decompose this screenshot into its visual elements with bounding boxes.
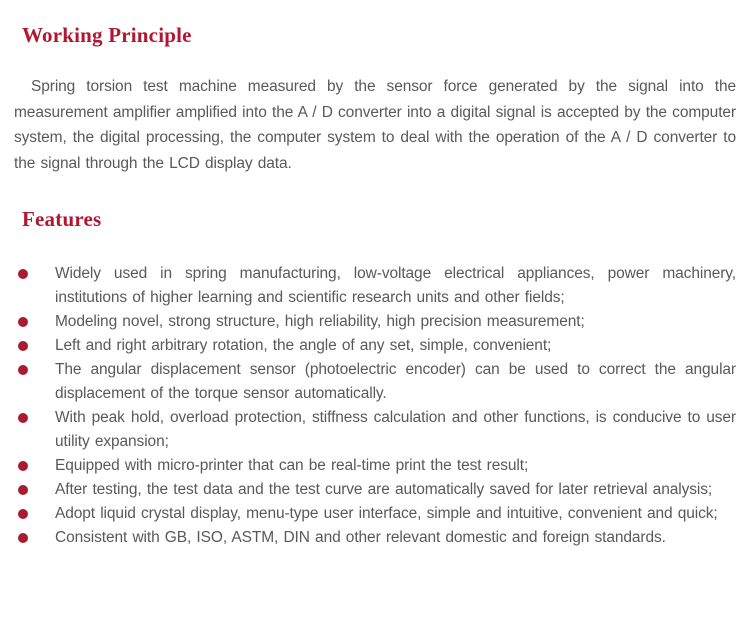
bullet-icon (18, 269, 28, 279)
feature-item-text: Left and right arbitrary rotation, the angle of any set, simple, convenient; (55, 337, 552, 354)
feature-item (0, 478, 750, 502)
feature-item (0, 358, 750, 406)
bullet-icon (18, 485, 28, 495)
bullet-icon (18, 461, 28, 471)
feature-item-text: Widely used in spring manufacturing, low-voltage electrical appliances, power machinery, institutions of higher learning and scientific research units and other fields; (55, 265, 736, 306)
feature-item (0, 334, 750, 358)
feature-item-text: Equipped with micro-printer that can be real-time print the test result; (55, 457, 529, 474)
bullet-icon (18, 509, 28, 519)
feature-item-text: Consistent with GB, ISO, ASTM, DIN and other relevant domestic and foreign standards. (55, 529, 666, 546)
bullet-icon (18, 341, 28, 351)
feature-item (0, 406, 750, 454)
features-list (0, 262, 750, 550)
feature-item (0, 310, 750, 334)
features-heading: Features (22, 207, 102, 231)
feature-item (0, 502, 750, 526)
feature-item-text: Modeling novel, strong structure, high reliability, high precision measurement; (55, 313, 585, 330)
bullet-icon (18, 413, 28, 423)
bullet-icon (18, 317, 28, 327)
working-principle-heading: Working Principle (22, 23, 192, 47)
feature-item-text: Adopt liquid crystal display, menu-type user interface, simple and intuitive, convenient and quick; (55, 505, 718, 522)
feature-item (0, 262, 750, 310)
feature-item (0, 454, 750, 478)
bullet-icon (18, 365, 28, 375)
feature-item-text: After testing, the test data and the test curve are automatically saved for later retrieval analysis; (55, 481, 713, 498)
feature-item (0, 526, 750, 550)
feature-item-text: With peak hold, overload protection, stiffness calculation and other functions, is conducive to user utility expansion; (55, 409, 736, 450)
working-principle-paragraph: Spring torsion test machine measured by the sensor force generated by the signal into the measurement amplifier amplified into the A / D converter into a digital signal is accepted by the computer system, the digital processing, the computer system to deal with the operation of the A / D converter to the signal through the LCD display data. (14, 78, 736, 172)
bullet-icon (18, 533, 28, 543)
feature-item-text: The angular displacement sensor (photoelectric encoder) can be used to correct the angular displacement of the torque sensor automatically. (55, 361, 736, 402)
